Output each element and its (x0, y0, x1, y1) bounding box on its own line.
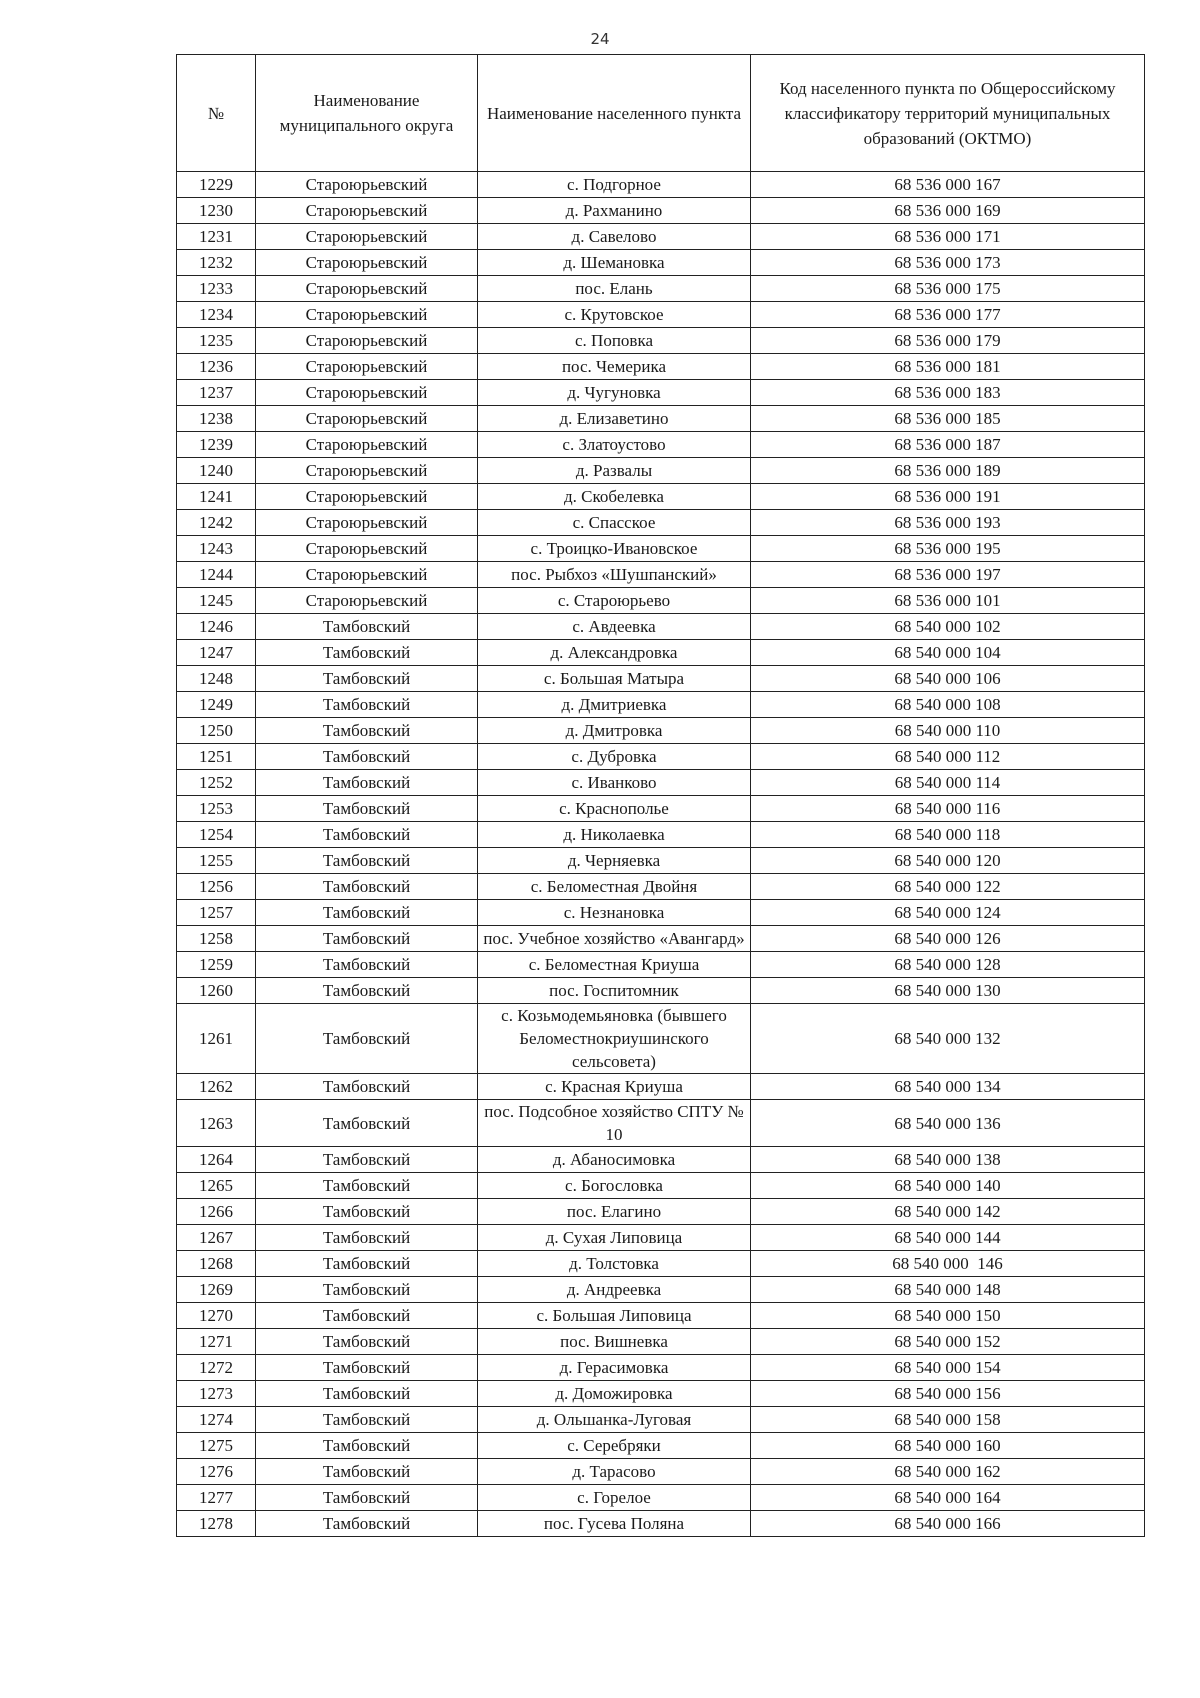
okrug-name: Староюрьевский (256, 302, 478, 328)
row-number: 1262 (177, 1074, 256, 1100)
okrug-name: Тамбовский (256, 1199, 478, 1225)
okrug-name: Тамбовский (256, 1100, 478, 1147)
table-row (177, 562, 1145, 588)
table-row (177, 1303, 1145, 1329)
row-number: 1234 (177, 302, 256, 328)
row-number: 1246 (177, 614, 256, 640)
oktmo-code: 68 536 000 169 (751, 198, 1145, 224)
table-row (177, 354, 1145, 380)
okrug-name: Тамбовский (256, 718, 478, 744)
header-row (177, 55, 1145, 172)
table-row (177, 952, 1145, 978)
table-row (177, 978, 1145, 1004)
row-number: 1242 (177, 510, 256, 536)
table-row (177, 874, 1145, 900)
settlement-name: д. Николаевка (478, 822, 751, 848)
okrug-name: Староюрьевский (256, 354, 478, 380)
settlement-name: д. Александровка (478, 640, 751, 666)
oktmo-code: 68 540 000 142 (751, 1199, 1145, 1225)
table-row (177, 1329, 1145, 1355)
row-number: 1257 (177, 900, 256, 926)
oktmo-code: 68 540 000 114 (751, 770, 1145, 796)
settlement-name: с. Староюрьево (478, 588, 751, 614)
table-row (177, 1173, 1145, 1199)
table-row (177, 1251, 1145, 1277)
settlement-name: пос. Елагино (478, 1199, 751, 1225)
table-row (177, 614, 1145, 640)
settlement-name: д. Дмитриевка (478, 692, 751, 718)
settlement-name: с. Подгорное (478, 172, 751, 198)
okrug-name: Тамбовский (256, 1251, 478, 1277)
row-number: 1256 (177, 874, 256, 900)
table-row (177, 1381, 1145, 1407)
settlement-name: д. Абаносимовка (478, 1147, 751, 1173)
oktmo-code: 68 536 000 177 (751, 302, 1145, 328)
table-row (177, 588, 1145, 614)
row-number: 1251 (177, 744, 256, 770)
settlement-name: с. Беломестная Двойня (478, 874, 751, 900)
oktmo-code: 68 540 000 126 (751, 926, 1145, 952)
table-body (177, 172, 1145, 1537)
settlement-name: д. Сухая Липовица (478, 1225, 751, 1251)
table-row (177, 1485, 1145, 1511)
settlement-name: с. Красная Криуша (478, 1074, 751, 1100)
oktmo-code: 68 540 000 134 (751, 1074, 1145, 1100)
settlement-name: с. Богословка (478, 1173, 751, 1199)
okrug-name: Тамбовский (256, 952, 478, 978)
header-code: Код населенного пункта по Общероссийскому классификатору территорий муниципальных образований (ОКТМО) (751, 55, 1145, 172)
okrug-name: Староюрьевский (256, 458, 478, 484)
table-row (177, 172, 1145, 198)
row-number: 1274 (177, 1407, 256, 1433)
okrug-name: Тамбовский (256, 744, 478, 770)
row-number: 1255 (177, 848, 256, 874)
row-number: 1261 (177, 1004, 256, 1074)
table-row (177, 276, 1145, 302)
settlement-name: д. Тарасово (478, 1459, 751, 1485)
okrug-name: Тамбовский (256, 978, 478, 1004)
table-row (177, 822, 1145, 848)
row-number: 1238 (177, 406, 256, 432)
header-number: № (177, 55, 256, 172)
okrug-name: Тамбовский (256, 1459, 478, 1485)
row-number: 1269 (177, 1277, 256, 1303)
oktmo-code: 68 536 000 101 (751, 588, 1145, 614)
table-row (177, 1004, 1145, 1074)
settlement-name: пос. Вишневка (478, 1329, 751, 1355)
oktmo-code: 68 536 000 197 (751, 562, 1145, 588)
oktmo-code: 68 540 000 124 (751, 900, 1145, 926)
table-row (177, 666, 1145, 692)
row-number: 1277 (177, 1485, 256, 1511)
settlement-name: д. Доможировка (478, 1381, 751, 1407)
row-number: 1240 (177, 458, 256, 484)
oktmo-code: 68 540 000 138 (751, 1147, 1145, 1173)
row-number: 1254 (177, 822, 256, 848)
oktmo-code: 68 536 000 181 (751, 354, 1145, 380)
table-row (177, 1355, 1145, 1381)
settlement-name: с. Авдеевка (478, 614, 751, 640)
row-number: 1273 (177, 1381, 256, 1407)
oktmo-code: 68 536 000 189 (751, 458, 1145, 484)
okrug-name: Тамбовский (256, 770, 478, 796)
okrug-name: Староюрьевский (256, 328, 478, 354)
settlement-name: с. Дубровка (478, 744, 751, 770)
settlement-name: пос. Учебное хозяйство «Авангард» (478, 926, 751, 952)
table-row (177, 1459, 1145, 1485)
oktmo-code: 68 540 000 158 (751, 1407, 1145, 1433)
settlement-name: с. Краснополье (478, 796, 751, 822)
settlement-name: д. Андреевка (478, 1277, 751, 1303)
row-number: 1247 (177, 640, 256, 666)
oktmo-code: 68 540 000 112 (751, 744, 1145, 770)
table-row (177, 796, 1145, 822)
settlement-name: д. Толстовка (478, 1251, 751, 1277)
okrug-name: Тамбовский (256, 874, 478, 900)
oktmo-code: 68 536 000 171 (751, 224, 1145, 250)
table-row (177, 1407, 1145, 1433)
settlement-name: д. Ольшанка-Луговая (478, 1407, 751, 1433)
okrug-name: Тамбовский (256, 1303, 478, 1329)
okrug-name: Тамбовский (256, 848, 478, 874)
row-number: 1275 (177, 1433, 256, 1459)
oktmo-code: 68 540 000 128 (751, 952, 1145, 978)
okrug-name: Староюрьевский (256, 536, 478, 562)
table-row (177, 1199, 1145, 1225)
row-number: 1232 (177, 250, 256, 276)
table-row (177, 744, 1145, 770)
settlement-name: пос. Рыбхоз «Шушпанский» (478, 562, 751, 588)
row-number: 1239 (177, 432, 256, 458)
table-row (177, 1100, 1145, 1147)
okrug-name: Староюрьевский (256, 510, 478, 536)
okrug-name: Тамбовский (256, 1407, 478, 1433)
settlement-name: с. Крутовское (478, 302, 751, 328)
oktmo-code: 68 540 000 164 (751, 1485, 1145, 1511)
table-row (177, 1433, 1145, 1459)
table-row (177, 328, 1145, 354)
okrug-name: Тамбовский (256, 1147, 478, 1173)
row-number: 1258 (177, 926, 256, 952)
table-row (177, 224, 1145, 250)
row-number: 1249 (177, 692, 256, 718)
oktmo-code: 68 540 000 146 (751, 1251, 1145, 1277)
settlement-name: с. Большая Липовица (478, 1303, 751, 1329)
row-number: 1233 (177, 276, 256, 302)
table-row (177, 432, 1145, 458)
row-number: 1276 (177, 1459, 256, 1485)
settlement-name: с. Поповка (478, 328, 751, 354)
row-number: 1265 (177, 1173, 256, 1199)
oktmo-code: 68 540 000 154 (751, 1355, 1145, 1381)
oktmo-code: 68 536 000 191 (751, 484, 1145, 510)
row-number: 1266 (177, 1199, 256, 1225)
table-row (177, 926, 1145, 952)
oktmo-code: 68 540 000 104 (751, 640, 1145, 666)
table-row (177, 1074, 1145, 1100)
settlement-name: д. Рахманино (478, 198, 751, 224)
settlement-name: с. Козьмодемьяновка (бывшего Беломестнокриушинского сельсовета) (478, 1004, 751, 1074)
okrug-name: Староюрьевский (256, 380, 478, 406)
oktmo-code: 68 540 000 130 (751, 978, 1145, 1004)
table-row (177, 692, 1145, 718)
row-number: 1236 (177, 354, 256, 380)
row-number: 1229 (177, 172, 256, 198)
header-okrug: Наименование муниципального округа (256, 55, 478, 172)
row-number: 1253 (177, 796, 256, 822)
okrug-name: Староюрьевский (256, 198, 478, 224)
row-number: 1248 (177, 666, 256, 692)
row-number: 1270 (177, 1303, 256, 1329)
row-number: 1235 (177, 328, 256, 354)
okrug-name: Староюрьевский (256, 224, 478, 250)
okrug-name: Староюрьевский (256, 484, 478, 510)
row-number: 1260 (177, 978, 256, 1004)
okrug-name: Тамбовский (256, 900, 478, 926)
okrug-name: Тамбовский (256, 1485, 478, 1511)
oktmo-code: 68 536 000 185 (751, 406, 1145, 432)
table-row (177, 198, 1145, 224)
row-number: 1268 (177, 1251, 256, 1277)
oktmo-code: 68 536 000 167 (751, 172, 1145, 198)
oktmo-code: 68 536 000 187 (751, 432, 1145, 458)
table-row (177, 406, 1145, 432)
row-number: 1243 (177, 536, 256, 562)
okrug-name: Тамбовский (256, 796, 478, 822)
okrug-name: Тамбовский (256, 1355, 478, 1381)
table-row (177, 380, 1145, 406)
okrug-name: Тамбовский (256, 926, 478, 952)
row-number: 1245 (177, 588, 256, 614)
oktmo-code: 68 536 000 173 (751, 250, 1145, 276)
oktmo-code: 68 540 000 144 (751, 1225, 1145, 1251)
oktmo-code: 68 540 000 120 (751, 848, 1145, 874)
settlement-name: с. Беломестная Криуша (478, 952, 751, 978)
table-row (177, 770, 1145, 796)
oktmo-code: 68 536 000 179 (751, 328, 1145, 354)
table-row (177, 1147, 1145, 1173)
table-row (177, 1277, 1145, 1303)
row-number: 1231 (177, 224, 256, 250)
oktmo-code: 68 540 000 156 (751, 1381, 1145, 1407)
table-row (177, 900, 1145, 926)
row-number: 1237 (177, 380, 256, 406)
settlement-name: с. Спасское (478, 510, 751, 536)
row-number: 1230 (177, 198, 256, 224)
table-row (177, 1511, 1145, 1537)
okrug-name: Тамбовский (256, 1329, 478, 1355)
oktmo-code: 68 540 000 150 (751, 1303, 1145, 1329)
okrug-name: Тамбовский (256, 1381, 478, 1407)
row-number: 1259 (177, 952, 256, 978)
okrug-name: Тамбовский (256, 692, 478, 718)
table-row (177, 458, 1145, 484)
settlement-name: д. Герасимовка (478, 1355, 751, 1381)
okrug-name: Тамбовский (256, 1433, 478, 1459)
oktmo-code: 68 536 000 195 (751, 536, 1145, 562)
table-row (177, 484, 1145, 510)
oktmo-code: 68 536 000 175 (751, 276, 1145, 302)
okrug-name: Староюрьевский (256, 250, 478, 276)
oktmo-code: 68 540 000 160 (751, 1433, 1145, 1459)
oktmo-code: 68 540 000 116 (751, 796, 1145, 822)
settlement-name: д. Скобелевка (478, 484, 751, 510)
oktmo-code: 68 540 000 118 (751, 822, 1145, 848)
oktmo-code: 68 540 000 152 (751, 1329, 1145, 1355)
oktmo-code: 68 536 000 193 (751, 510, 1145, 536)
settlement-name: д. Савелово (478, 224, 751, 250)
row-number: 1264 (177, 1147, 256, 1173)
table-row (177, 848, 1145, 874)
settlement-name: д. Развалы (478, 458, 751, 484)
okrug-name: Тамбовский (256, 1277, 478, 1303)
oktmo-code: 68 540 000 106 (751, 666, 1145, 692)
settlement-name: пос. Елань (478, 276, 751, 302)
settlement-name: д. Черняевка (478, 848, 751, 874)
settlement-name: с. Иванково (478, 770, 751, 796)
table-row (177, 718, 1145, 744)
oktmo-code: 68 540 000 102 (751, 614, 1145, 640)
oktmo-code: 68 540 000 110 (751, 718, 1145, 744)
okrug-name: Тамбовский (256, 640, 478, 666)
table-row (177, 510, 1145, 536)
okrug-name: Староюрьевский (256, 588, 478, 614)
okrug-name: Тамбовский (256, 1074, 478, 1100)
okrug-name: Староюрьевский (256, 406, 478, 432)
oktmo-code: 68 540 000 166 (751, 1511, 1145, 1537)
settlement-name: с. Серебряки (478, 1433, 751, 1459)
settlement-name: с. Златоустово (478, 432, 751, 458)
okrug-name: Тамбовский (256, 1511, 478, 1537)
row-number: 1244 (177, 562, 256, 588)
row-number: 1272 (177, 1355, 256, 1381)
okrug-name: Тамбовский (256, 1173, 478, 1199)
settlement-name: д. Дмитровка (478, 718, 751, 744)
row-number: 1250 (177, 718, 256, 744)
oktmo-table (176, 54, 1145, 1537)
settlement-name: пос. Чемерика (478, 354, 751, 380)
row-number: 1271 (177, 1329, 256, 1355)
header-punkt: Наименование населенного пункта (478, 55, 751, 172)
okrug-name: Тамбовский (256, 1004, 478, 1074)
okrug-name: Староюрьевский (256, 172, 478, 198)
row-number: 1263 (177, 1100, 256, 1147)
okrug-name: Тамбовский (256, 666, 478, 692)
settlement-name: д. Чугуновка (478, 380, 751, 406)
oktmo-code: 68 536 000 183 (751, 380, 1145, 406)
row-number: 1241 (177, 484, 256, 510)
oktmo-code: 68 540 000 108 (751, 692, 1145, 718)
oktmo-code: 68 540 000 148 (751, 1277, 1145, 1303)
table-row (177, 250, 1145, 276)
page-number: 24 (590, 30, 610, 48)
table-row (177, 640, 1145, 666)
settlement-name: пос. Подсобное хозяйство СПТУ № 10 (478, 1100, 751, 1147)
settlement-name: пос. Гусева Поляна (478, 1511, 751, 1537)
settlement-name: с. Незнановка (478, 900, 751, 926)
table-row (177, 1225, 1145, 1251)
okrug-name: Тамбовский (256, 822, 478, 848)
settlement-name: д. Елизаветино (478, 406, 751, 432)
oktmo-code: 68 540 000 136 (751, 1100, 1145, 1147)
settlement-name: д. Шемановка (478, 250, 751, 276)
table-row (177, 302, 1145, 328)
row-number: 1278 (177, 1511, 256, 1537)
oktmo-code: 68 540 000 140 (751, 1173, 1145, 1199)
okrug-name: Тамбовский (256, 1225, 478, 1251)
oktmo-code: 68 540 000 132 (751, 1004, 1145, 1074)
table-header (177, 55, 1145, 172)
settlement-name: пос. Госпитомник (478, 978, 751, 1004)
settlement-name: с. Троицко-Ивановское (478, 536, 751, 562)
okrug-name: Тамбовский (256, 614, 478, 640)
settlement-name: с. Большая Матыра (478, 666, 751, 692)
okrug-name: Староюрьевский (256, 432, 478, 458)
table-row (177, 536, 1145, 562)
oktmo-code: 68 540 000 122 (751, 874, 1145, 900)
row-number: 1252 (177, 770, 256, 796)
row-number: 1267 (177, 1225, 256, 1251)
oktmo-code: 68 540 000 162 (751, 1459, 1145, 1485)
settlement-name: с. Горелое (478, 1485, 751, 1511)
okrug-name: Староюрьевский (256, 562, 478, 588)
okrug-name: Староюрьевский (256, 276, 478, 302)
